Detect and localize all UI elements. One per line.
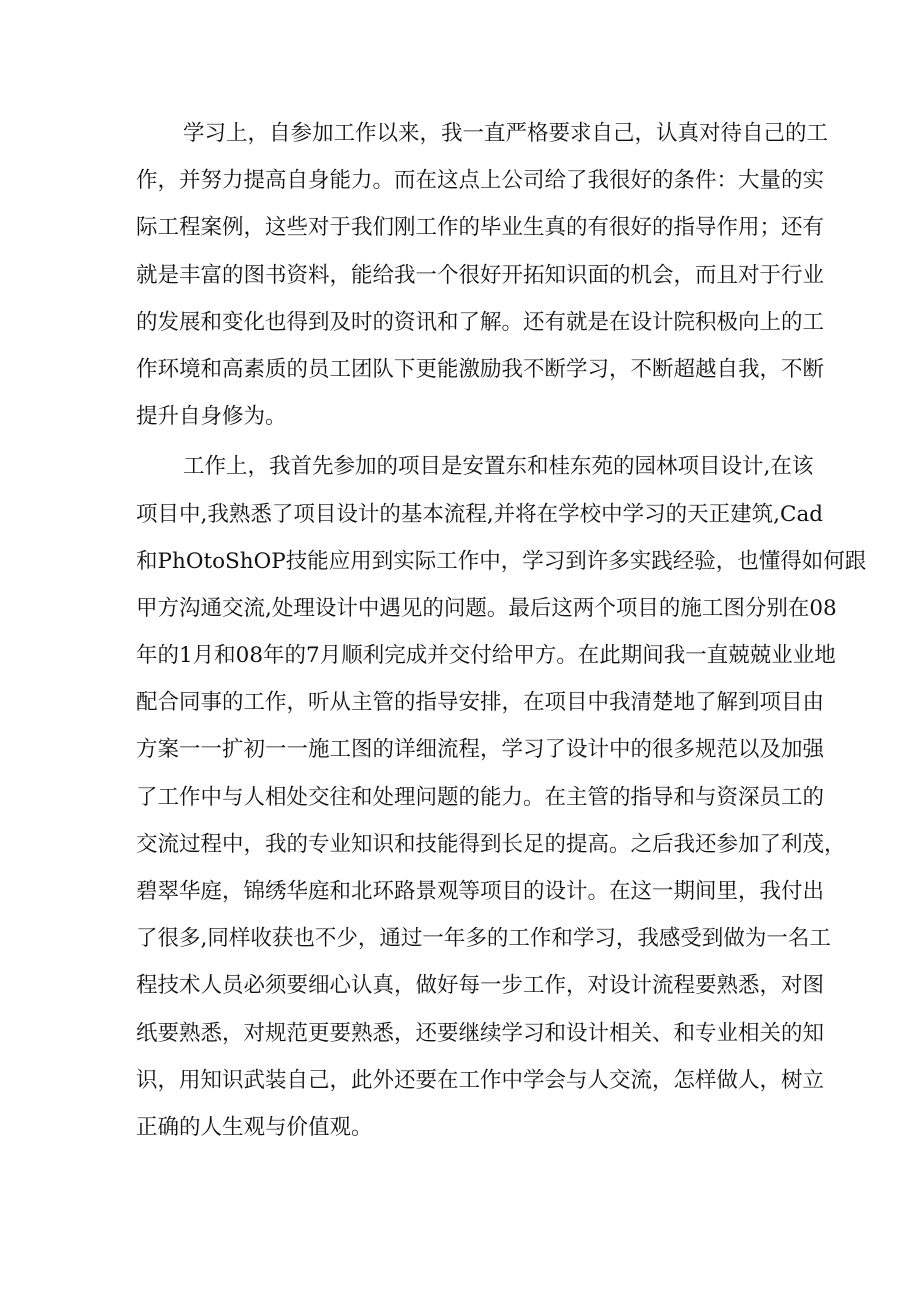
text-line: 作，并努力提高自身能力。而在这点上公司给了我很好的条件：大量的实 [136, 168, 825, 194]
text-line: 识，用知识武装自己，此外还要在工作中学会与人交流，怎样做人，树立 [136, 1067, 825, 1093]
text-line: 工作上，我首先参加的项目是安置东和桂东苑的园林项目设计,在该 [183, 454, 814, 480]
text-line: 际工程案例，这些对于我们刚工作的毕业生真的有很好的指导作用；还有 [136, 215, 825, 241]
text-line: 作环境和高素质的员工团队下更能激励我不断学习，不断超越自我，不断 [136, 356, 825, 382]
text-line: 项目中,我熟悉了项目设计的基本流程,并将在学校中学习的天正建筑,Cad [136, 501, 824, 527]
text-line: 和PhOtoShOP技能应用到实际工作中，学习到许多实践经验，也懂得如何跟 [136, 548, 867, 574]
text-line: 年的1月和08年的7月顺利完成并交付给甲方。在此期间我一直兢兢业业地 [136, 643, 836, 669]
text-line: 提升自身修为。 [136, 404, 287, 430]
document-body [136, 110, 867, 1151]
text-line: 方案一一扩初一一施工图的详细流程，学习了设计中的很多规范以及加强 [136, 737, 825, 763]
text-line: 交流过程中，我的专业知识和技能得到长足的提高。之后我还参加了利茂， [136, 831, 846, 857]
paragraph-work [136, 443, 867, 1151]
text-line: 配合同事的工作，听从主管的指导安排，在项目中我清楚地了解到项目由 [136, 690, 825, 716]
text-line: 碧翠华庭，锦绣华庭和北环路景观等项目的设计。在这一期间里，我付出 [136, 879, 825, 904]
text-line: 的发展和变化也得到及时的资讯和了解。还有就是在设计院积极向上的工 [136, 309, 825, 335]
text-line: 纸要熟悉，对规范更要熟悉，还要继续学习和设计相关、和专业相关的知 [136, 1020, 825, 1046]
text-line: 正确的人生观与价值观。 [136, 1114, 373, 1140]
text-line: 了工作中与人相处交往和处理问题的能力。在主管的指导和与资深员工的 [136, 784, 825, 810]
text-line: 甲方沟通交流,处理设计中遇见的问题。最后这两个项目的施工图分别在08 [136, 595, 837, 621]
text-line: 程技术人员必须要细心认真，做好每一步工作，对设计流程要熟悉，对图 [136, 973, 825, 999]
text-line: 学习上，自参加工作以来，我一直严格要求自己，认真对待自己的工 [183, 121, 829, 146]
text-line: 了很多,同样收获也不少，通过一年多的工作和学习，我感受到做为一名工 [136, 926, 831, 952]
text-line: 就是丰富的图书资料，能给我一个很好开拓知识面的机会，而且对于行业 [136, 262, 825, 288]
paragraph-study [136, 110, 829, 440]
